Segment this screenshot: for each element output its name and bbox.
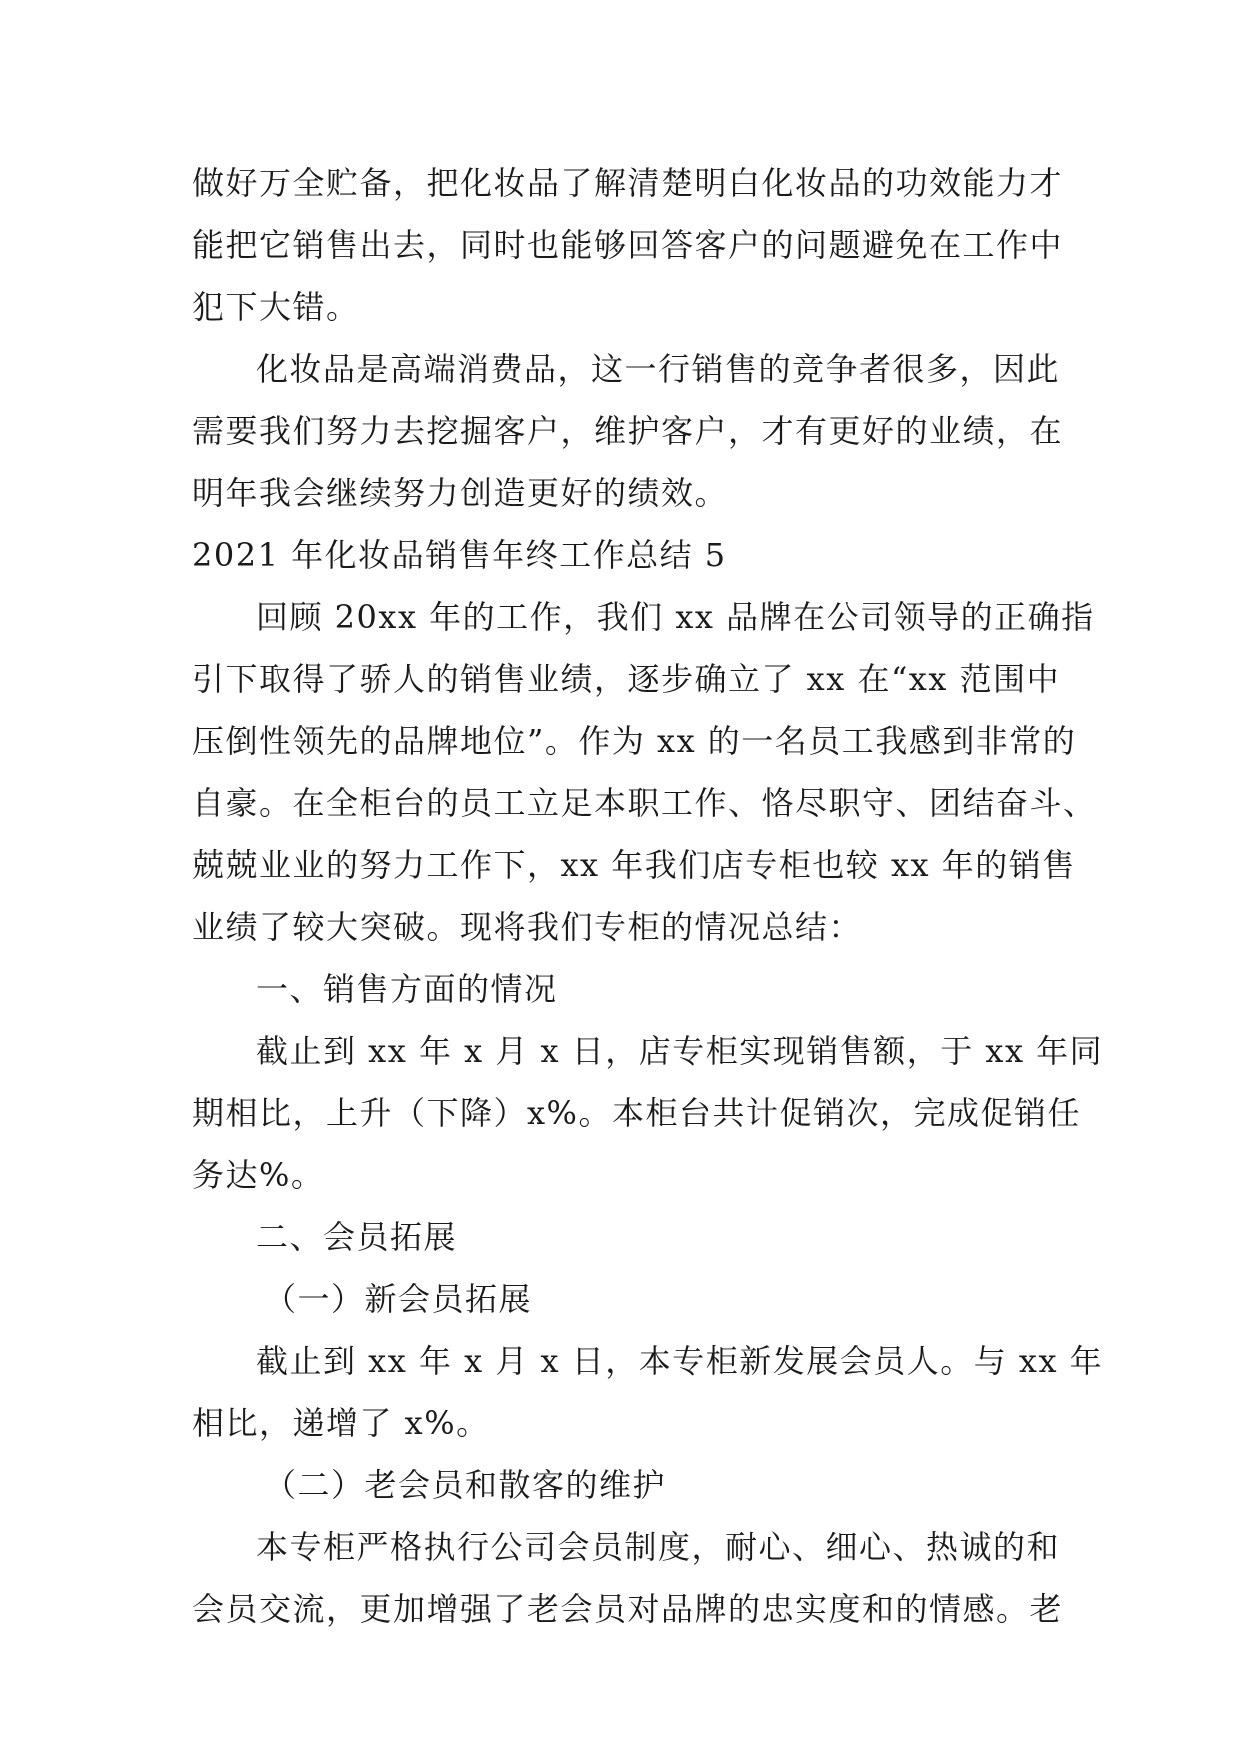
paragraph-line: 能把它销售出去，同时也能够回答客户的问题避免在工作中 xyxy=(192,226,1064,264)
paragraph-line: 化妆品是高端消费品，这一行销售的竞争者很多，因此 xyxy=(256,350,1061,388)
paragraph-line: 相比，递增了 x%。 xyxy=(192,1404,490,1442)
subheading: （二）老会员和散客的维护 xyxy=(264,1466,667,1504)
subheading: 一、销售方面的情况 xyxy=(256,970,558,1008)
paragraph-line: 会员交流，更加增强了老会员对品牌的忠实度和的情感。老 xyxy=(192,1590,1064,1628)
paragraph-line: 兢兢业业的努力工作下，xx 年我们店专柜也较 xx 年的销售 xyxy=(192,846,1076,884)
paragraph-line: 犯下大错。 xyxy=(192,288,360,326)
paragraph-line: 自豪。在全柜台的员工立足本职工作、恪尽职守、团结奋斗、 xyxy=(192,784,1097,822)
section-title: 2021 年化妆品销售年终工作总结 5 xyxy=(192,536,727,574)
paragraph-line: 期相比，上升（下降）x%。本柜台共计促销次，完成促销任 xyxy=(192,1094,1081,1132)
paragraph-line: 截止到 xx 年 x 月 x 日，本专柜新发展会员人。与 xx 年 xyxy=(256,1342,1104,1380)
paragraph-line: 回顾 20xx 年的工作，我们 xx 品牌在公司领导的正确指 xyxy=(256,598,1095,636)
document-body xyxy=(192,152,1104,1640)
paragraph-line: 明年我会继续努力创造更好的绩效。 xyxy=(192,474,729,512)
paragraph-line: 做好万全贮备，把化妆品了解清楚明白化妆品的功效能力才 xyxy=(192,164,1064,202)
paragraph-line: 本专柜严格执行公司会员制度，耐心、细心、热诚的和 xyxy=(256,1528,1061,1566)
paragraph-line: 压倒性领先的品牌地位”。作为 xx 的一名员工我感到非常的 xyxy=(192,722,1077,760)
subheading: 二、会员拓展 xyxy=(256,1218,458,1256)
paragraph-line: 引下取得了骄人的销售业绩，逐步确立了 xx 在“xx 范围中 xyxy=(192,660,1061,698)
paragraph-line: 务达%。 xyxy=(192,1156,325,1194)
subheading: （一）新会员拓展 xyxy=(264,1280,533,1318)
paragraph-line: 业绩了较大突破。现将我们专柜的情况总结： xyxy=(192,908,863,946)
paragraph-line: 需要我们努力去挖掘客户，维护客户，才有更好的业绩，在 xyxy=(192,412,1064,450)
paragraph-line: 截止到 xx 年 x 月 x 日，店专柜实现销售额，于 xx 年同 xyxy=(256,1032,1104,1070)
